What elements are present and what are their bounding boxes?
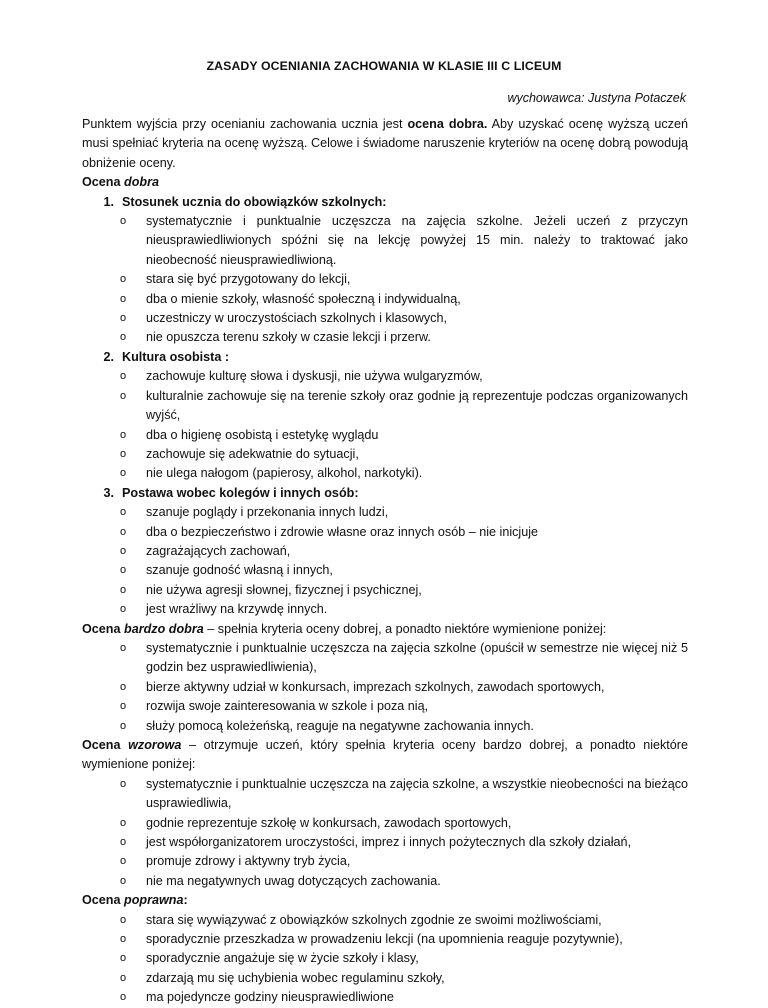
list-item [82,717,688,736]
bullet-icon: o [120,933,127,946]
section-title: Stosunek ucznia do obowiązków szkolnych: [122,194,387,209]
list-item [82,328,688,347]
list-item [82,270,688,289]
author-line: wychowawca: Justyna Potaczek [507,91,686,105]
bullet-icon: o [120,816,127,829]
bullet-icon: o [120,389,127,402]
list-item [82,697,688,716]
list-item-text: promuje zdrowy i aktywny tryb życia, [146,854,351,869]
bardzo-dobra-list [82,639,688,736]
bullet-icon: o [120,874,127,887]
list-item [82,678,688,697]
bullet-icon: o [120,641,127,654]
list-item-text: rozwija swoje zainteresowania w szkole i poza nią, [146,699,429,714]
list-item [82,600,688,619]
grade-heading-bardzo-dobra: Ocena bardzo dobra – spełnia kryteria oceny dobrej, a ponadto niektóre wymienione poniżej: [82,621,607,636]
list-item [82,426,688,445]
list-item-text: dba o higienę osobistą i estetykę wyglądu [146,427,379,442]
wzorowa-list [82,775,688,891]
list-item-text: szanuje poglądy i przekonania innych ludzi, [146,505,389,520]
bullet-icon: o [120,719,127,732]
bullet-icon: o [120,525,127,538]
section-list [82,212,688,348]
list-item-text: zachowuje kulturę słowa i dyskusji, nie używa wulgaryzmów, [146,369,483,384]
bullet-icon: o [120,428,127,441]
list-item-text: uczestniczy w uroczystościach szkolnych i klasowych, [146,311,447,326]
bullet-icon: o [120,700,127,713]
list-item [82,387,688,426]
list-item [82,930,688,949]
list-item-text: systematycznie i punktualnie uczęszcza na zajęcia szkolne. Jeżeli uczeń z przyczyn nieusprawiedliwionych spóźni się na lekcję powyżej 15 min. należy to traktować jako nieobecność nieusprawiedliwioną. [146,214,688,267]
list-item [82,367,688,386]
bullet-icon: o [120,370,127,383]
bullet-icon: o [120,855,127,868]
list-item [82,833,688,852]
bullet-icon: o [120,292,127,305]
section-heading [82,484,688,503]
list-item-text: bierze aktywny udział w konkursach, imprezach szkolnych, zawodach sportowych, [146,679,605,694]
list-item [82,542,688,561]
section-number: 3. [103,485,114,500]
bullet-icon: o [120,680,127,693]
list-item-text: służy pomocą koleżeńską, reaguje na negatywne zachowania innych. [146,718,534,733]
list-item-text: sporadycznie angażuje się w życie szkoły i klasy, [146,951,419,966]
bullet-icon: o [120,544,127,557]
section-number: 1. [103,194,114,209]
section-list [82,367,688,483]
poprawna-list [82,911,688,1008]
list-item [82,639,688,678]
list-item-text: dba o bezpieczeństwo i zdrowie własne oraz innych osób – nie inicjuje [146,524,539,539]
list-item-text: nie opuszcza terenu szkoły w czasie lekcji i przerw. [146,330,431,345]
list-item-text: nie ulega nałogom (papierosy, alkohol, narkotyki). [146,466,423,481]
list-item-text: jest współorganizatorem uroczystości, imprez i innych pożytecznych dla szkoły działań, [146,835,632,850]
bullet-icon: o [120,564,127,577]
list-item-text: stara się wywiązywać z obowiązków szkolnych zgodnie ze swoimi możliwościami, [146,912,602,927]
list-item-text: systematycznie i punktualnie uczęszcza na zajęcia szkolne (opuścił w semestrze nie więcej niż 5 godzin bez usprawiedliwienia), [146,640,688,675]
grade-heading-poprawna: Ocena poprawna: [82,893,188,908]
bullet-icon: o [120,971,127,984]
list-item [82,872,688,891]
bullet-icon: o [120,603,127,616]
list-item [82,775,688,814]
section-heading [82,193,688,212]
section-list [82,503,688,619]
bullet-icon: o [120,312,127,325]
list-item-text: jest wrażliwy na krzywdę innych. [146,602,328,617]
document-body [82,115,688,1008]
list-item-text: godnie reprezentuje szkołę w konkursach, zawodach sportowych, [146,815,512,830]
list-item [82,445,688,464]
bullet-icon: o [120,506,127,519]
bullet-icon: o [120,952,127,965]
list-item-text: zdarzają mu się uchybienia wobec regulaminu szkoły, [146,970,445,985]
list-item [82,503,688,522]
section-title: Postawa wobec kolegów i innych osób: [122,485,359,500]
list-item-text: kulturalnie zachowuje się na terenie szkoły oraz godnie ją reprezentuje podczas organizowanych wyjść, [146,388,688,423]
section-number: 2. [103,349,114,364]
list-item-text: stara się być przygotowany do lekcji, [146,272,351,287]
bullet-icon: o [120,777,127,790]
bullet-icon: o [120,215,127,228]
intro-paragraph: Punktem wyjścia przy ocenianiu zachowania ucznia jest ocena dobra. Aby uzyskać ocenę wyższą uczeń musi spełniać kryteria na ocenę wyższą. Celowe i świadome naruszenie kryteriów na ocenę dobrą powodują obniżenie oceny. [82,117,688,170]
grade-heading-wzorowa: Ocena wzorowa – otrzymuje uczeń, który spełnia kryteria oceny bardzo dobrej, a ponadto niektóre wymienione poniżej: [82,738,689,772]
list-item [82,290,688,309]
list-item [82,852,688,871]
bullet-icon: o [120,991,127,1004]
list-item [82,523,688,542]
list-item [82,309,688,328]
list-item-text: szanuje godność własną i innych, [146,563,333,578]
bullet-icon: o [120,836,127,849]
list-item-text: zachowuje się adekwatnie do sytuacji, [146,446,359,461]
bullet-icon: o [120,273,127,286]
list-item-text: nie używa agresji słownej, fizycznej i psychicznej, [146,582,422,597]
list-item [82,814,688,833]
list-item [82,464,688,483]
document-title: ZASADY OCENIANIA ZACHOWANIA W KLASIE III C LICEUM [206,59,562,73]
section-title: Kultura osobista : [122,349,230,364]
dobra-sections [82,193,688,620]
list-item [82,949,688,968]
list-item-text: sporadycznie przeszkadza w prowadzeniu lekcji (na upomnienia reaguje pozytywnie), [146,932,623,947]
list-item-text: dba o mienie szkoły, własność społeczną i indywidualną, [146,291,461,306]
bullet-icon: o [120,913,127,926]
list-item [82,561,688,580]
list-item-text: zagrażających zachowań, [146,543,291,558]
list-item [82,969,688,988]
bullet-icon: o [120,331,127,344]
list-item [82,212,688,270]
grade-heading-dobra: Ocena dobra [82,175,159,190]
list-item [82,581,688,600]
section-heading [82,348,688,367]
list-item-text: nie ma negatywnych uwag dotyczących zachowania. [146,873,441,888]
list-item [82,988,688,1007]
list-item-text: systematycznie i punktualnie uczęszcza na zajęcia szkolne, a wszystkie nieobecności na bieżąco usprawiedliwia, [146,776,688,811]
list-item-text: ma pojedyncze godziny nieusprawiedliwione [146,990,394,1005]
bullet-icon: o [120,583,127,596]
bullet-icon: o [120,447,127,460]
list-item [82,911,688,930]
bullet-icon: o [120,467,127,480]
